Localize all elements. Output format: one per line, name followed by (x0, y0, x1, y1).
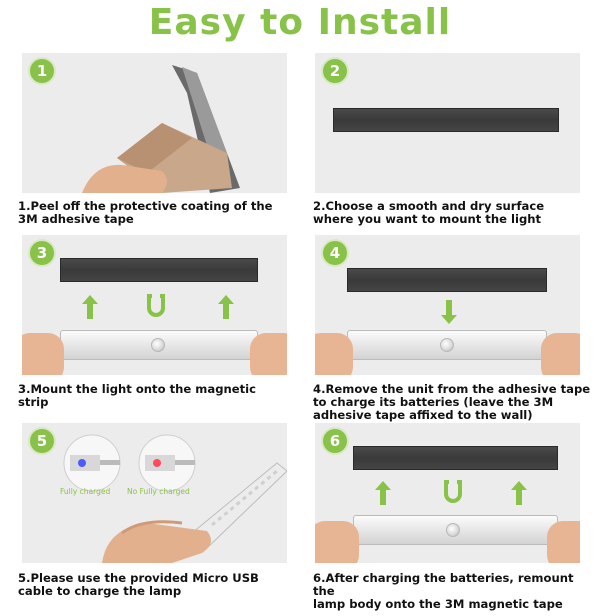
step-2-caption: 2.Choose a smooth and dry surface where you want to mount the light (313, 199, 545, 226)
left-hand (315, 333, 353, 375)
step-5-badge: 5 (30, 429, 54, 453)
step-1-caption: 1.Peel off the protective coating of the 3M adhesive tape (18, 199, 273, 226)
peel-tape-illustration (22, 53, 287, 193)
arrow-up-icon (511, 481, 527, 505)
motion-sensor (151, 338, 165, 352)
fully-charged-label: Fully charged (60, 487, 111, 496)
right-hand (250, 333, 287, 375)
right-hand (547, 521, 580, 563)
step-6-caption: 6.After charging the batteries, remount the lamp body onto the 3M magnetic tape (313, 571, 574, 611)
arrow-up-icon (375, 481, 391, 505)
step-1-panel (22, 53, 287, 193)
magnet-icon (146, 293, 166, 319)
light-bar (60, 330, 258, 360)
motion-sensor (446, 523, 460, 537)
step-2-badge: 2 (323, 59, 347, 83)
magnetic-tape (353, 446, 558, 470)
step-3-caption: 3.Mount the light onto the magnetic strip (18, 382, 257, 409)
step-3-badge: 3 (30, 241, 54, 265)
usb-charging-illustration (22, 423, 287, 563)
step-4-caption: 4.Remove the unit from the adhesive tape to charge its batteries (leave the 3M adhesive tape affixed to the wall) (313, 382, 591, 422)
left-hand (22, 333, 64, 375)
step-6-badge: 6 (323, 429, 347, 453)
magnetic-tape (60, 258, 258, 282)
step-1-badge: 1 (30, 59, 54, 83)
light-bar (353, 515, 558, 545)
step-4-panel (315, 235, 580, 375)
magnetic-tape (333, 108, 559, 132)
light-bar (347, 330, 547, 360)
step-5-panel (22, 423, 287, 563)
magnet-icon (443, 479, 463, 505)
step-5-caption: 5.Please use the provided Micro USB cable to charge the lamp (18, 571, 259, 598)
right-hand (541, 333, 580, 375)
step-3-panel (22, 235, 287, 375)
motion-sensor (440, 338, 454, 352)
page-title: Easy to Install (148, 2, 452, 43)
arrow-up-icon (82, 295, 98, 319)
magnetic-tape (347, 268, 547, 292)
step-6-panel (315, 423, 580, 563)
arrow-down-icon (441, 300, 457, 324)
left-hand (315, 521, 359, 563)
not-fully-charged-label: No Fully charged (127, 487, 190, 496)
arrow-up-icon (218, 295, 234, 319)
step-2-panel (315, 53, 580, 193)
step-4-badge: 4 (323, 241, 347, 265)
